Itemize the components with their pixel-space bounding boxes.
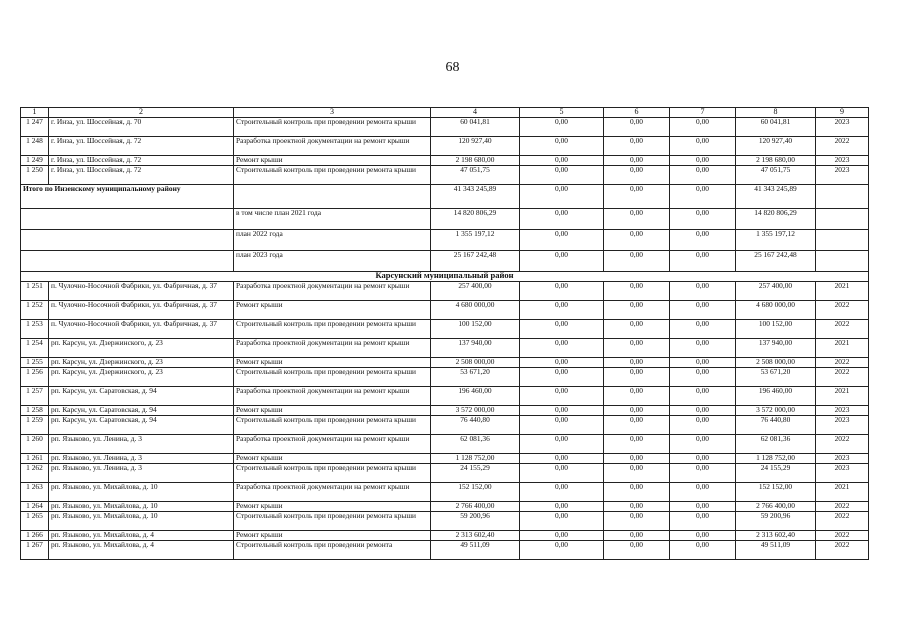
amount-cell: 0,00 [670,156,736,166]
total-label-cell [21,230,234,251]
total-cost-cell: 2 198 680,00 [431,156,520,166]
address-cell: г. Инза, ул. Шоссейная, д. 72 [49,156,234,166]
amount-cell: 0,00 [520,156,604,166]
table-row [21,339,869,358]
amount-cell: 0,00 [520,251,604,272]
district-header-row [21,272,869,282]
table-row [21,541,869,560]
amount-cell: 25 167 242,48 [736,251,816,272]
table-row [21,502,869,512]
row-number-cell: 1 263 [21,483,49,502]
header-cell: 5 [520,108,604,118]
amount-cell: 0,00 [520,512,604,531]
row-number-cell: 1 250 [21,166,49,185]
address-cell: рп. Языково, ул. Ленина, д. 3 [49,454,234,464]
address-cell: рп. Языково, ул. Ленина, д. 3 [49,464,234,483]
total-label-cell [21,251,234,272]
table-row [21,512,869,531]
year-cell: 2023 [816,464,869,483]
amount-cell: 0,00 [520,435,604,454]
amount-cell: 152 152,00 [736,483,816,502]
amount-cell: 0,00 [670,502,736,512]
row-number-cell: 1 249 [21,156,49,166]
row-number-cell: 1 256 [21,368,49,387]
amount-cell: 0,00 [670,137,736,156]
amount-cell: 0,00 [520,301,604,320]
total-cost-cell: 120 927,40 [431,137,520,156]
amount-cell: 137 940,00 [736,339,816,358]
header-cell: 8 [736,108,816,118]
amount-cell: 0,00 [670,435,736,454]
amount-cell: 3 572 000,00 [736,406,816,416]
amount-cell: 53 671,20 [736,368,816,387]
total-row [21,230,869,251]
amount-cell: 47 051,75 [736,166,816,185]
plan-year-label-cell: план 2022 года [234,230,431,251]
amount-cell: 120 927,40 [736,137,816,156]
work-type-cell: Ремонт крыши [234,406,431,416]
amount-cell: 0,00 [604,339,670,358]
address-cell: рп. Карсун, ул. Саратовская, д. 94 [49,406,234,416]
year-cell: 2022 [816,531,869,541]
total-row [21,209,869,230]
table-row [21,454,869,464]
total-cost-cell: 152 152,00 [431,483,520,502]
amount-cell: 0,00 [604,416,670,435]
address-cell: рп. Языково, ул. Михайлова, д. 4 [49,531,234,541]
amount-cell: 0,00 [604,531,670,541]
district-title: Карсунский муниципальный район [21,272,869,282]
row-number-cell: 1 248 [21,137,49,156]
total-cost-cell: 2 766 400,00 [431,502,520,512]
amount-cell: 0,00 [520,502,604,512]
amount-cell: 0,00 [604,435,670,454]
table-row [21,368,869,387]
work-type-cell: Строительный контроль при проведении ремонта крыши [234,416,431,435]
table-row [21,137,869,156]
header-cell: 7 [670,108,736,118]
address-cell: рп. Языково, ул. Михайлова, д. 10 [49,502,234,512]
total-cost-cell: 59 200,96 [431,512,520,531]
amount-cell: 4 680 000,00 [736,301,816,320]
row-number-cell: 1 247 [21,118,49,137]
amount-cell: 0,00 [670,230,736,251]
total-cost-cell: 100 152,00 [431,320,520,339]
amount-cell: 0,00 [520,339,604,358]
row-number-cell: 1 255 [21,358,49,368]
amount-cell: 2 313 602,40 [736,531,816,541]
year-cell: 2023 [816,454,869,464]
row-number-cell: 1 254 [21,339,49,358]
amount-cell: 0,00 [670,512,736,531]
amount-cell: 14 820 806,29 [736,209,816,230]
year-cell: 2023 [816,406,869,416]
amount-cell: 0,00 [670,185,736,209]
plan-year-label-cell: план 2023 года [234,251,431,272]
amount-cell: 49 511,09 [736,541,816,560]
amount-cell: 0,00 [520,416,604,435]
amount-cell: 0,00 [520,368,604,387]
work-type-cell: Строительный контроль при проведении ремонта крыши [234,166,431,185]
amount-cell: 0,00 [670,282,736,301]
amount-cell: 0,00 [604,156,670,166]
address-cell: рп. Языково, ул. Михайлова, д. 4 [49,541,234,560]
amount-cell: 0,00 [604,282,670,301]
address-cell: рп. Языково, ул. Михайлова, д. 10 [49,512,234,531]
header-row [21,108,869,118]
header-cell: 1 [21,108,49,118]
address-cell: г. Инза, ул. Шоссейная, д. 72 [49,166,234,185]
amount-cell: 0,00 [520,137,604,156]
plan-year-label-cell [234,185,431,209]
year-cell: 2023 [816,416,869,435]
amount-cell: 0,00 [520,282,604,301]
amount-cell: 24 155,29 [736,464,816,483]
amount-cell: 0,00 [670,339,736,358]
row-number-cell: 1 258 [21,406,49,416]
amount-cell: 0,00 [604,118,670,137]
empty-cell [816,251,869,272]
address-cell: рп. Карсун, ул. Саратовская, д. 94 [49,416,234,435]
address-cell: п. Чулочно-Носочной Фабрики, ул. Фабричная, д. 37 [49,320,234,339]
address-cell: рп. Карсун, ул. Дзержинского, д. 23 [49,358,234,368]
row-number-cell: 1 261 [21,454,49,464]
work-type-cell: Ремонт крыши [234,358,431,368]
table-row [21,320,869,339]
total-cost-cell: 137 940,00 [431,339,520,358]
year-cell: 2021 [816,483,869,502]
amount-cell: 0,00 [604,137,670,156]
total-cost-cell: 25 167 242,48 [431,251,520,272]
amount-cell: 0,00 [520,185,604,209]
amount-cell: 0,00 [520,209,604,230]
amount-cell: 0,00 [604,406,670,416]
amount-cell: 100 152,00 [736,320,816,339]
total-cost-cell: 76 440,80 [431,416,520,435]
amount-cell: 196 460,00 [736,387,816,406]
amount-cell: 0,00 [670,464,736,483]
amount-cell: 0,00 [604,541,670,560]
amount-cell: 0,00 [604,301,670,320]
amount-cell: 0,00 [604,209,670,230]
work-type-cell: Строительный контроль при проведении ремонта крыши [234,320,431,339]
total-label-cell [21,209,234,230]
total-cost-cell: 49 511,09 [431,541,520,560]
address-cell: рп. Карсун, ул. Дзержинского, д. 23 [49,368,234,387]
year-cell: 2023 [816,156,869,166]
amount-cell: 0,00 [520,541,604,560]
amount-cell: 0,00 [670,368,736,387]
amount-cell: 0,00 [670,531,736,541]
amount-cell: 0,00 [520,531,604,541]
amount-cell: 0,00 [520,406,604,416]
amount-cell: 0,00 [520,454,604,464]
total-cost-cell: 1 128 752,00 [431,454,520,464]
work-type-cell: Строительный контроль при проведении ремонта крыши [234,118,431,137]
amount-cell: 0,00 [604,464,670,483]
year-cell: 2022 [816,435,869,454]
amount-cell: 0,00 [604,512,670,531]
table-row [21,464,869,483]
year-cell: 2022 [816,320,869,339]
year-cell: 2021 [816,282,869,301]
table-row [21,118,869,137]
total-cost-cell: 4 680 000,00 [431,301,520,320]
table-row [21,387,869,406]
amount-cell: 0,00 [520,230,604,251]
amount-cell: 41 343 245,89 [736,185,816,209]
amount-cell: 0,00 [670,454,736,464]
header-cell: 3 [234,108,431,118]
amount-cell: 0,00 [520,118,604,137]
empty-cell [816,209,869,230]
header-cell: 2 [49,108,234,118]
amount-cell: 0,00 [670,251,736,272]
address-cell: п. Чулочно-Носочной Фабрики, ул. Фабричная, д. 37 [49,301,234,320]
total-cost-cell: 196 460,00 [431,387,520,406]
table-row [21,416,869,435]
total-cost-cell: 60 041,81 [431,118,520,137]
empty-cell [816,230,869,251]
work-type-cell: Строительный контроль при проведении ремонта крыши [234,512,431,531]
row-number-cell: 1 259 [21,416,49,435]
amount-cell: 0,00 [520,166,604,185]
program-table [20,107,869,560]
table-row [21,406,869,416]
total-cost-cell: 47 051,75 [431,166,520,185]
address-cell: рп. Языково, ул. Михайлова, д. 10 [49,483,234,502]
year-cell: 2022 [816,368,869,387]
amount-cell: 0,00 [670,483,736,502]
amount-cell: 0,00 [670,166,736,185]
amount-cell: 0,00 [604,358,670,368]
row-number-cell: 1 266 [21,531,49,541]
amount-cell: 60 041,81 [736,118,816,137]
year-cell: 2022 [816,512,869,531]
table-body [21,108,869,560]
row-number-cell: 1 264 [21,502,49,512]
total-cost-cell: 1 355 197,12 [431,230,520,251]
year-cell: 2023 [816,118,869,137]
year-cell: 2021 [816,339,869,358]
amount-cell: 0,00 [670,358,736,368]
amount-cell: 0,00 [604,368,670,387]
total-cost-cell: 3 572 000,00 [431,406,520,416]
work-type-cell: Строительный контроль при проведении ремонта крыши [234,368,431,387]
amount-cell: 0,00 [604,320,670,339]
year-cell: 2021 [816,387,869,406]
plan-year-label-cell: в том числе план 2021 года [234,209,431,230]
amount-cell: 0,00 [604,502,670,512]
row-number-cell: 1 252 [21,301,49,320]
table-row [21,156,869,166]
total-cost-cell: 14 820 806,29 [431,209,520,230]
work-type-cell: Строительный контроль при проведении ремонта крыши [234,464,431,483]
total-row [21,185,869,209]
header-cell: 6 [604,108,670,118]
total-cost-cell: 41 343 245,89 [431,185,520,209]
year-cell: 2022 [816,502,869,512]
amount-cell: 0,00 [670,541,736,560]
work-type-cell: Ремонт крыши [234,454,431,464]
amount-cell: 76 440,80 [736,416,816,435]
row-number-cell: 1 257 [21,387,49,406]
amount-cell: 0,00 [520,483,604,502]
amount-cell: 0,00 [520,464,604,483]
amount-cell: 0,00 [604,387,670,406]
amount-cell: 2 766 400,00 [736,502,816,512]
address-cell: рп. Языково, ул. Ленина, д. 3 [49,435,234,454]
total-cost-cell: 2 508 000,00 [431,358,520,368]
amount-cell: 0,00 [670,406,736,416]
row-number-cell: 1 251 [21,282,49,301]
work-type-cell: Разработка проектной документации на ремонт крыши [234,483,431,502]
page-number: 68 [445,60,460,75]
amount-cell: 0,00 [604,454,670,464]
amount-cell: 1 355 197,12 [736,230,816,251]
table-row [21,166,869,185]
amount-cell: 0,00 [604,230,670,251]
amount-cell: 2 198 680,00 [736,156,816,166]
amount-cell: 0,00 [520,387,604,406]
table-row [21,435,869,454]
amount-cell: 0,00 [604,166,670,185]
total-cost-cell: 24 155,29 [431,464,520,483]
amount-cell: 1 128 752,00 [736,454,816,464]
total-cost-cell: 62 081,36 [431,435,520,454]
row-number-cell: 1 260 [21,435,49,454]
work-type-cell: Ремонт крыши [234,502,431,512]
total-cost-cell: 53 671,20 [431,368,520,387]
row-number-cell: 1 262 [21,464,49,483]
amount-cell: 0,00 [670,118,736,137]
amount-cell: 2 508 000,00 [736,358,816,368]
work-type-cell: Разработка проектной документации на ремонт крыши [234,339,431,358]
address-cell: г. Инза, ул. Шоссейная, д. 70 [49,118,234,137]
amount-cell: 0,00 [520,358,604,368]
address-cell: г. Инза, ул. Шоссейная, д. 72 [49,137,234,156]
total-label-cell: Итого по Инзенскому муниципальному району [21,185,234,209]
year-cell: 2023 [816,166,869,185]
year-cell: 2022 [816,137,869,156]
header-cell: 9 [816,108,869,118]
amount-cell: 59 200,96 [736,512,816,531]
work-type-cell: Строительный контроль при проведении ремонта [234,541,431,560]
work-type-cell: Ремонт крыши [234,531,431,541]
amount-cell: 62 081,36 [736,435,816,454]
work-type-cell: Разработка проектной документации на ремонт крыши [234,282,431,301]
table-row [21,358,869,368]
work-type-cell: Разработка проектной документации на ремонт крыши [234,435,431,454]
address-cell: п. Чулочно-Носочной Фабрики, ул. Фабричная, д. 37 [49,282,234,301]
header-cell: 4 [431,108,520,118]
year-cell: 2022 [816,541,869,560]
address-cell: рп. Карсун, ул. Дзержинского, д. 23 [49,339,234,358]
amount-cell: 0,00 [670,387,736,406]
address-cell: рп. Карсун, ул. Саратовская, д. 94 [49,387,234,406]
work-type-cell: Разработка проектной документации на ремонт крыши [234,387,431,406]
work-type-cell: Ремонт крыши [234,301,431,320]
amount-cell: 0,00 [670,209,736,230]
table-row [21,301,869,320]
table-row [21,531,869,541]
table-row [21,282,869,301]
row-number-cell: 1 267 [21,541,49,560]
year-cell: 2022 [816,358,869,368]
row-number-cell: 1 265 [21,512,49,531]
total-cost-cell: 257 400,00 [431,282,520,301]
amount-cell: 0,00 [670,301,736,320]
row-number-cell: 1 253 [21,320,49,339]
total-cost-cell: 2 313 602,40 [431,531,520,541]
year-cell: 2022 [816,301,869,320]
total-row [21,251,869,272]
amount-cell: 0,00 [670,320,736,339]
amount-cell: 257 400,00 [736,282,816,301]
amount-cell: 0,00 [670,416,736,435]
amount-cell: 0,00 [520,320,604,339]
table-row [21,483,869,502]
work-type-cell: Ремонт крыши [234,156,431,166]
amount-cell: 0,00 [604,185,670,209]
amount-cell: 0,00 [604,251,670,272]
work-type-cell: Разработка проектной документации на ремонт крыши [234,137,431,156]
empty-cell [816,185,869,209]
amount-cell: 0,00 [604,483,670,502]
